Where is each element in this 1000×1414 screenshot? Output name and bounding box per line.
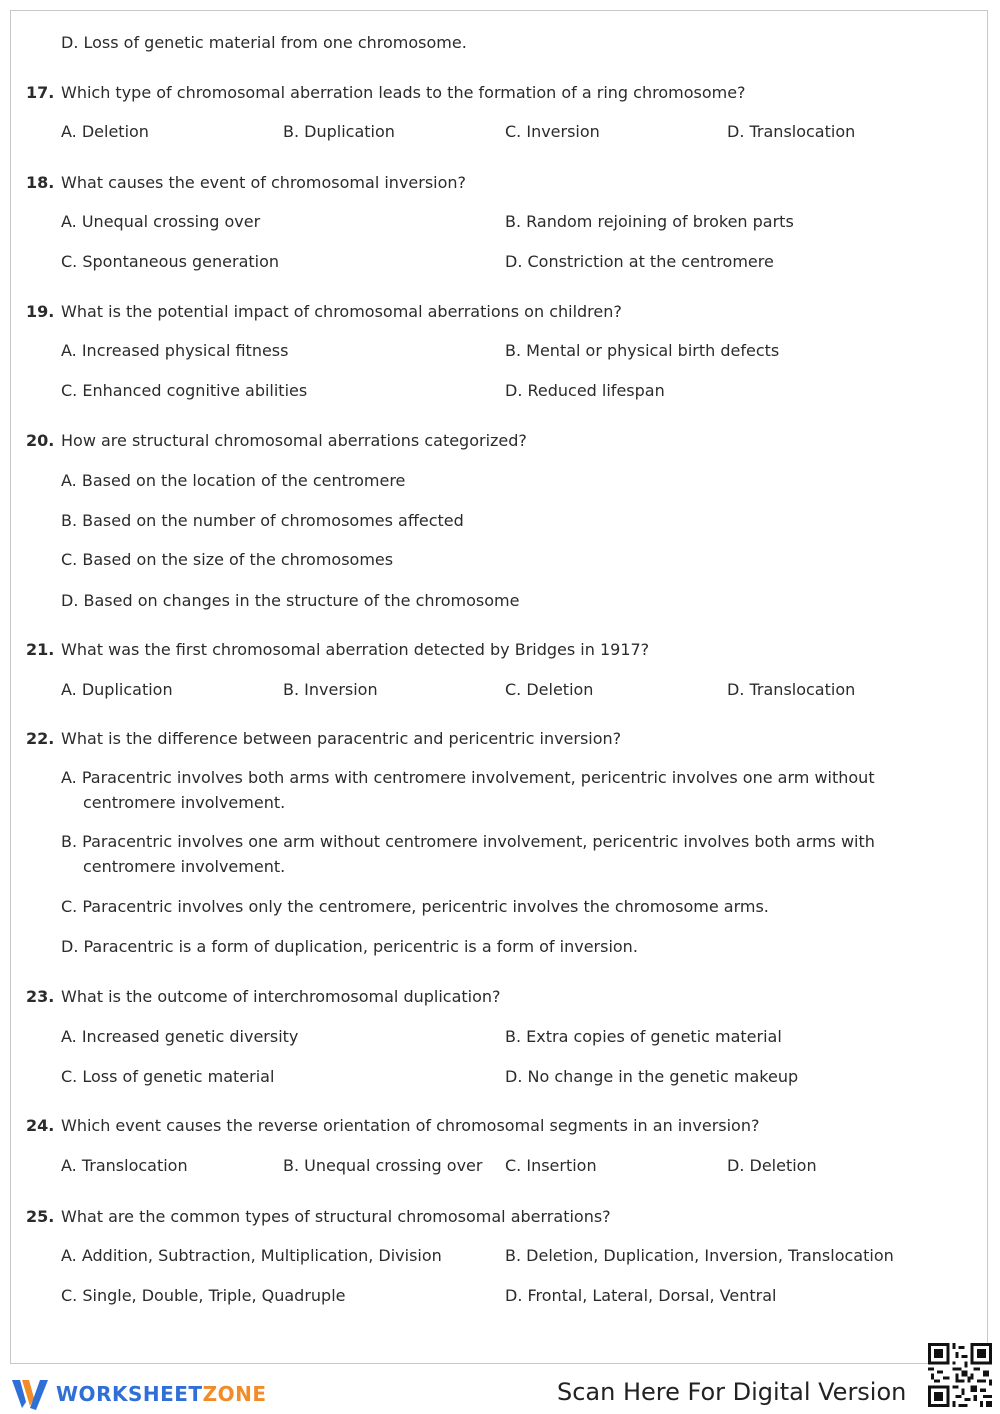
logo-text-zone: ZONE bbox=[202, 1382, 267, 1406]
option-text: B. Inversion bbox=[283, 680, 378, 699]
option-text: C. Loss of genetic material bbox=[61, 1067, 275, 1086]
question-number: 22. bbox=[26, 729, 55, 748]
option-text: A. Increased genetic diversity bbox=[61, 1027, 299, 1046]
question-number: 23. bbox=[26, 987, 55, 1006]
question-text: What is the outcome of interchromosomal duplication? bbox=[61, 987, 501, 1006]
question-number: 25. bbox=[26, 1207, 55, 1226]
option-text: B. Unequal crossing over bbox=[283, 1156, 483, 1175]
option-text: D. Paracentric is a form of duplication, pericentric is a form of inversion. bbox=[61, 937, 638, 956]
question-text: Which event causes the reverse orientation of chromosomal segments in an inversion? bbox=[61, 1116, 760, 1135]
question-text: What is the difference between paracentric and pericentric inversion? bbox=[61, 729, 622, 748]
scan-here-text: Scan Here For Digital Version bbox=[557, 1378, 907, 1406]
option-text: A. Unequal crossing over bbox=[61, 212, 261, 231]
option-text: C. Insertion bbox=[505, 1156, 597, 1175]
option-text: B. Deletion, Duplication, Inversion, Translocation bbox=[505, 1246, 894, 1265]
option-text: D. Deletion bbox=[727, 1156, 817, 1175]
question-text: Which type of chromosomal aberration leads to the formation of a ring chromosome? bbox=[61, 83, 746, 102]
question-text: What are the common types of structural chromosomal aberrations? bbox=[61, 1207, 611, 1226]
option-text: D. Constriction at the centromere bbox=[505, 252, 774, 271]
option-text: B. Mental or physical birth defects bbox=[505, 341, 780, 360]
question-number: 21. bbox=[26, 640, 55, 659]
option-text: A. Duplication bbox=[61, 680, 173, 699]
question-number: 17. bbox=[26, 83, 55, 102]
option-text: C. Spontaneous generation bbox=[61, 252, 280, 271]
option-text: D. Translocation bbox=[727, 680, 856, 699]
question-text: How are structural chromosomal aberrations categorized? bbox=[61, 431, 527, 450]
option-text: D. Based on changes in the structure of the chromosome bbox=[61, 591, 520, 610]
option-text: D. Loss of genetic material from one chromosome. bbox=[61, 33, 467, 52]
option-text: D. Frontal, Lateral, Dorsal, Ventral bbox=[505, 1286, 777, 1305]
worksheetzone-logo[interactable] bbox=[10, 1374, 266, 1414]
question-number: 20. bbox=[26, 431, 55, 450]
option-text: C. Based on the size of the chromosomes bbox=[61, 550, 394, 569]
question-number: 19. bbox=[26, 302, 55, 321]
option-text: B. Extra copies of genetic material bbox=[505, 1027, 782, 1046]
option-text: D. Reduced lifespan bbox=[505, 381, 665, 400]
option-text: C. Paracentric involves only the centromere, pericentric involves the chromosome arms. bbox=[61, 897, 769, 916]
question-text: What causes the event of chromosomal inversion? bbox=[61, 173, 467, 192]
question-text: What was the first chromosomal aberration detected by Bridges in 1917? bbox=[61, 640, 650, 659]
question-number: 24. bbox=[26, 1116, 55, 1135]
option-text: C. Single, Double, Triple, Quadruple bbox=[61, 1286, 346, 1305]
option-text: A. Addition, Subtraction, Multiplication, Division bbox=[61, 1246, 442, 1265]
option-text: D. No change in the genetic makeup bbox=[505, 1067, 799, 1086]
option-text: B. Random rejoining of broken parts bbox=[505, 212, 794, 231]
option-text: B. Duplication bbox=[283, 122, 395, 141]
option-text: B. Paracentric involves one arm without centromere involvement, pericentric involves both arms with centromere involvement. bbox=[61, 832, 875, 876]
option-text: D. Translocation bbox=[727, 122, 856, 141]
question-number: 18. bbox=[26, 173, 55, 192]
option-text: C. Enhanced cognitive abilities bbox=[61, 381, 308, 400]
option-text: A. Based on the location of the centromere bbox=[61, 471, 406, 490]
option-text: A. Increased physical fitness bbox=[61, 341, 289, 360]
logo-text-worksheet: WORKSHEET bbox=[56, 1382, 203, 1406]
option-text: C. Inversion bbox=[505, 122, 600, 141]
logo-text bbox=[56, 1382, 266, 1406]
option-text: C. Deletion bbox=[505, 680, 594, 699]
qr-code-icon[interactable] bbox=[928, 1343, 992, 1407]
option-text: A. Deletion bbox=[61, 122, 149, 141]
question-text: What is the potential impact of chromosomal aberrations on children? bbox=[61, 302, 622, 321]
option-text: A. Translocation bbox=[61, 1156, 188, 1175]
option-text: A. Paracentric involves both arms with centromere involvement, pericentric involves one arm without centromere involvement. bbox=[61, 768, 875, 812]
w-logo-icon bbox=[10, 1376, 52, 1412]
option-text: B. Based on the number of chromosomes affected bbox=[61, 511, 464, 530]
